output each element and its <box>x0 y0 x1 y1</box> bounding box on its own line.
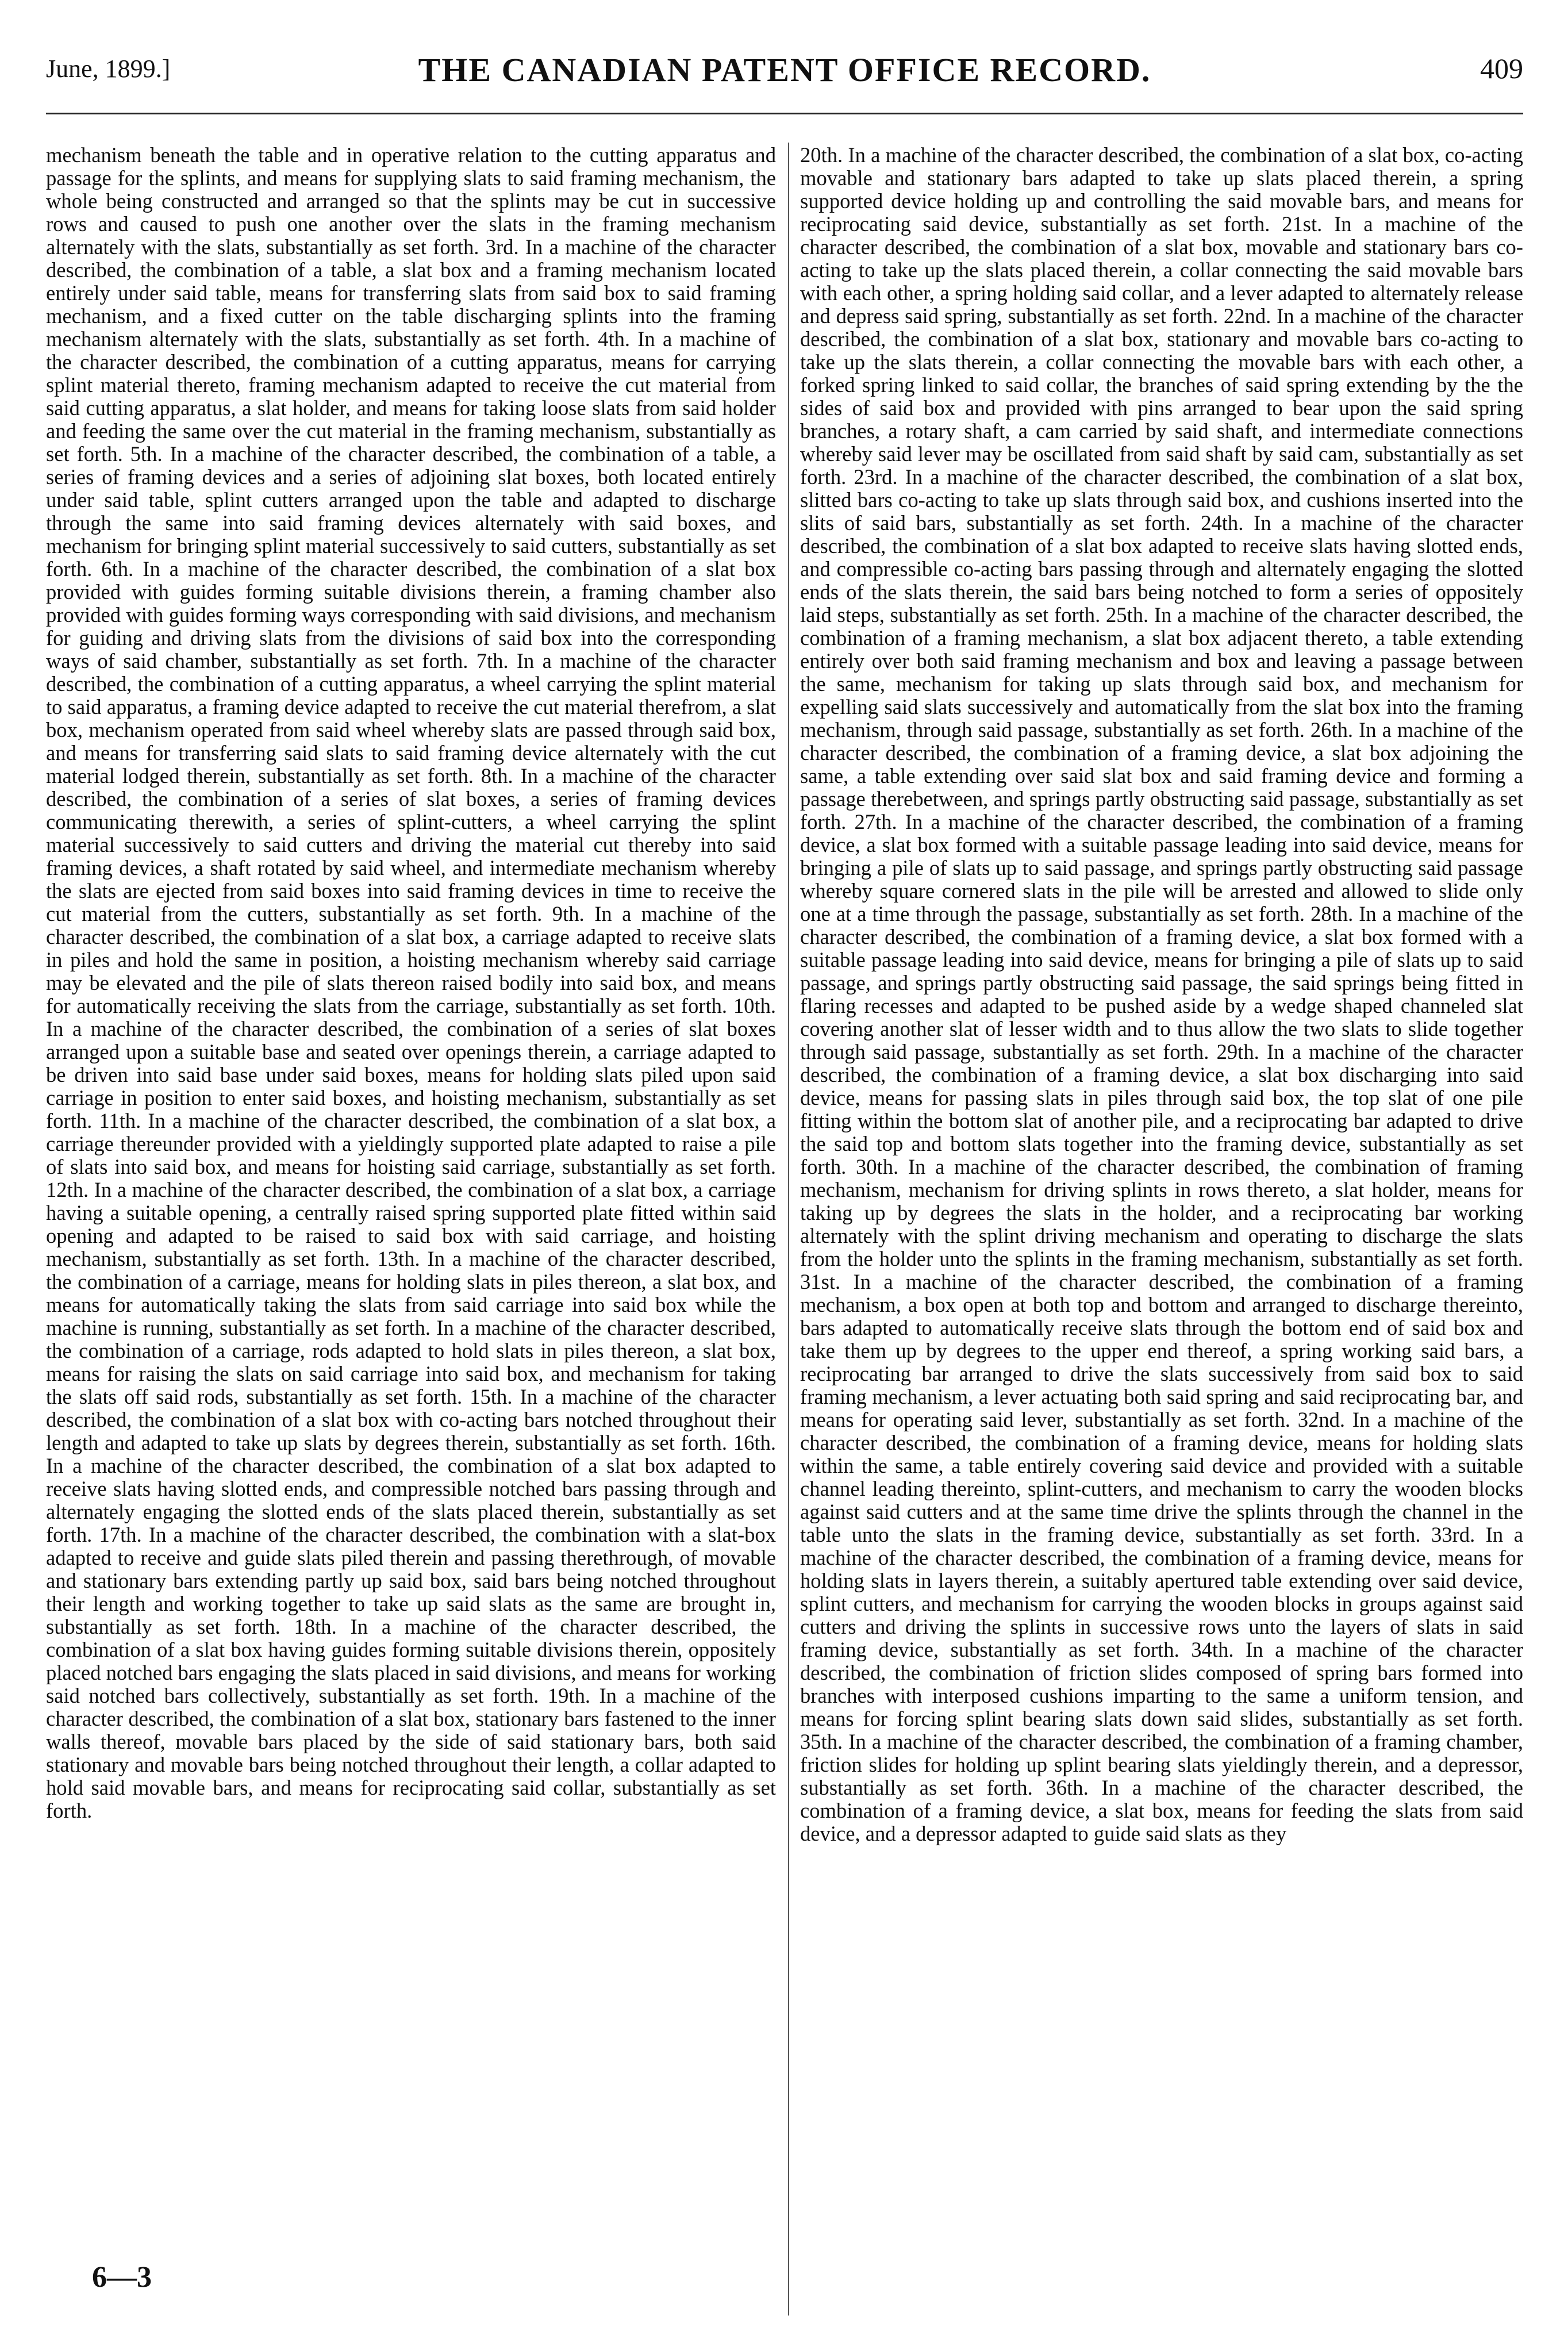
page-number: 409 <box>1480 52 1523 85</box>
page-header <box>46 51 1523 102</box>
header-date: June, 1899.] <box>46 55 171 83</box>
right-column <box>800 144 1523 2317</box>
right-column-text: 20th. In a machine of the character described, the combination of a slat box, co-acting movable and stationary bars adapted to take up slats placed therein, a spring supported device holding up and controlling the said movable bars, and means for reciprocating said device, substantially as set forth. 21st. In a machine of the character described, the combination of a slat box, movable and stationary bars co-acting to take up the slats placed therein, a collar connecting the said movable bars with each other, a spring holding said collar, and a lever adapted to alternately release and depress said spring, substantially as set forth. 22nd. In a machine of the character described, the combination of a slat box, stationary and movable bars co-acting to take up the slats therein, a collar connecting the movable bars with each other, a forked spring linked to said collar, the branches of said spring extending by the the sides of said box and provided with pins arranged to bear upon the said spring branches, a rotary shaft, a cam carried by said shaft, and intermediate connections whereby said lever may be oscillated from said shaft by said cam, substantially as set forth. 23rd. In a machine of the character described, the combination of a slat box, slitted bars co-acting to take up slats through said box, and cushions inserted into the slits of said bars, substantially as set forth. 24th. In a machine of the character described, the combination of a slat box adapted to receive slats having slotted ends, and compressible co-acting bars passing through and alternately engaging the slotted ends of the slats therein, the said bars being notched to form a series of oppositely laid steps, substantially as set forth. 25th. In a machine of the character described, the combination of a framing mechanism, a slat box adjacent thereto, a table extending entirely over both said framing mechanism and box and leaving a passage between the same, mechanism for taking up slats through said box, and mechanism for expelling said slats successively and automatically from the slat box into the framing mechanism, through said passage, substantially as set forth. 26th. In a machine of the character described, the combination of a framing device, a slat box adjoining the same, a table extending over said slat box and said framing device and forming a passage therebetween, and springs partly obstructing said passage, substantially as set forth. 27th. In a machine of the character described, the combination of a framing device, a slat box formed with a suitable passage leading into said device, means for bringing a pile of slats up to said passage, and springs partly obstructing said passage whereby square cornered slats in the pile will be arrested and allowed to slide only one at a time through the passage, substantially as set forth. 28th. In a machine of the character described, the combination of a framing device, a slat box formed with a suitable passage leading into said device, means for bringing a pile of slats up to said passage, and springs partly obstructing said passage, the said springs being fitted in flaring recesses and adapted to be pushed aside by a wedge shaped channeled slat covering another slat of lesser width and to thus allow the two slats to slide together through said passage, substantially as set forth. 29th. In a machine of the character described, the combination of a framing device, a slat box discharging into said device, means for passing slats in piles through said box, the top slat of one pile fitting within the bottom slat of another pile, and a reciprocating bar adapted to drive the said top and bottom slats together into the framing device, substantially as set forth. 30th. In a machine of the character described, the combination of framing mechanism, mechanism for driving splints in rows thereto, a slat holder, means for taking up by degrees the slats in the holder, and a reciprocating bar working alternately with the splint driving mechanism and operating to discharge the slats from the holder unto the splints in the framing mechanism, substantially as set forth. 31st. In a machine of the character described, the combination of a framing mechanism, a box open at both top and bottom and arranged to discharge thereinto, bars adapted to automatically receive slats through the bottom end of said box and take them up by degrees to the upper end thereof, a spring working said bars, a reciprocating bar arranged to drive the slats successively from said box to said framing mechanism, a lever actuating both said spring and said reciprocating bar, and means for operating said lever, substantially as set forth. 32nd. In a machine of the character described, the combination of a framing device, means for holding slats within the same, a table entirely covering said device and provided with a suitable channel leading thereinto, splint-cutters, and mechanism to carry the wooden blocks against said cutters and at the same time drive the splints through the channel in the table unto the slats in the framing device, substantially as set forth. 33rd. In a machine of the character described, the combination of a framing device, means for holding slats in layers therein, a suitably apertured table extending over said device, splint cutters, and mechanism for carrying the wooden blocks in groups against said cutters and driving the splints in successive rows unto the layers of slats in said framing device, substantially as set forth. 34th. In a machine of the character described, the combination of friction slides composed of spring bars formed into branches with interposed cushions imparting to the same a uniform tension, and means for forcing splint bearing slats down said slides, substantially as set forth. 35th. In a machine of the character described, the combination of a framing chamber, friction slides for holding up splint bearing slats yieldingly therein, and a depressor, substantially as set forth. 36th. In a machine of the character described, the combination of a framing device, a slat box, means for feeding the slats from said device, and a depressor adapted to guide said slats as they <box>800 144 1523 1845</box>
header-rule <box>46 113 1523 114</box>
left-column-text: mechanism beneath the table and in operative relation to the cutting apparatus and passage for the splints, and means for supplying slats to said framing mechanism, the whole being constructed and arranged so that the splints may be cut in successive rows and caused to push one another over the slats in the framing mechanism alternately with the slats, substantially as set forth. 3rd. In a machine of the character described, the combination of a table, a slat box and a framing mechanism located entirely under said table, means for transferring slats from said box to said framing mechanism, and a fixed cutter on the table discharging splints into the framing mechanism alternately with the slats, substantially as set forth. 4th. In a machine of the character described, the combination of a cutting apparatus, means for carrying splint material thereto, framing mechanism adapted to receive the cut material from said cutting apparatus, a slat holder, and means for taking loose slats from said holder and feeding the same over the cut material in the framing mechanism, substantially as set forth. 5th. In a machine of the character described, the combination of a table, a series of framing devices and a series of adjoining slat boxes, both located entirely under said table, splint cutters arranged upon the table and adapted to discharge through the same into said framing devices alternately with said boxes, and mechanism for bringing splint material successively to said cutters, substantially as set forth. 6th. In a machine of the character described, the combination of a slat box provided with guides forming suitable divisions therein, a framing chamber also provided with guides forming ways corresponding with said divisions, and mechanism for guiding and driving slats from the divisions of said box into the corresponding ways of said chamber, substantially as set forth. 7th. In a machine of the character described, the combination of a cutting apparatus, a wheel carrying the splint material to said apparatus, a framing device adapted to receive the cut material therefrom, a slat box, mechanism operated from said wheel whereby slats are passed through said box, and means for transferring said slats to said framing device alternately with the cut material lodged therein, substantially as set forth. 8th. In a machine of the character described, the combination of a series of slat boxes, a series of framing devices communicating therewith, a series of splint-cutters, a wheel carrying the splint material successively to said cutters and driving the material cut thereby into said framing devices, a shaft rotated by said wheel, and intermediate mechanism whereby the slats are ejected from said boxes into said framing devices in time to receive the cut material from the cutters, substantially as set forth. 9th. In a machine of the character described, the combination of a slat box, a carriage adapted to receive slats in piles and hold the same in position, a hoisting mechanism whereby said carriage may be elevated and the pile of slats thereon raised bodily into said box, and means for automatically receiving the slats from the carriage, substantially as set forth. 10th. In a machine of the character described, the combination of a series of slat boxes arranged upon a suitable base and seated over openings therein, a carriage adapted to be driven into said base under said boxes, means for holding slats piled upon said carriage in position to enter said boxes, and hoisting mechanism, substantially as set forth. 11th. In a machine of the character described, the combination of a slat box, a carriage thereunder provided with a yieldingly supported plate adapted to raise a pile of slats into said box, and means for hoisting said carriage, substantially as set forth. 12th. In a machine of the character described, the combination of a slat box, a carriage having a suitable opening, a centrally raised spring supported plate fitted within said opening and adapted to be raised to said box with said carriage, and hoisting mechanism, substantially as set forth. 13th. In a machine of the character described, the combination of a carriage, means for holding slats in piles thereon, a slat box, and means for automatically taking the slats from said carriage into said box while the machine is running, substantially as set forth. In a machine of the character described, the combination of a carriage, rods adapted to hold slats in piles thereon, a slat box, means for raising the slats on said carriage into said box, and mechanism for taking the slats off said rods, substantially as set forth. 15th. In a machine of the character described, the combination of a slat box with co-acting bars notched throughout their length and adapted to take up slats by degrees therein, substantially as set forth. 16th. In a machine of the character described, the combination of a slat box adapted to receive slats having slotted ends, and compressible notched bars passing through and alternately engaging the slotted ends of the slats placed therein, substantially as set forth. 17th. In a machine of the character described, the combination with a slat-box adapted to receive and guide slats piled therein and passing therethrough, of movable and stationary bars extending partly up said box, said bars being notched throughout their length and working together to take up said slats as the same are brought in, substantially as set forth. 18th. In a machine of the character described, the combination of a slat box having guides forming suitable divisions therein, oppositely placed notched bars engaging the slats placed in said divisions, and means for working said notched bars collectively, substantially as set forth. 19th. In a machine of the character described, the combination of a slat box, stationary bars fastened to the inner walls thereof, movable bars placed by the side of said stationary bars, both said stationary and movable bars being notched throughout their length, a collar adapted to hold said movable bars, and means for reciprocating said collar, substantially as set forth. <box>46 144 776 1822</box>
left-column <box>46 144 776 2253</box>
column-divider <box>788 143 789 2316</box>
signature-mark: 6—3 <box>92 2261 152 2294</box>
journal-title: THE CANADIAN PATENT OFFICE RECORD. <box>418 51 1151 89</box>
